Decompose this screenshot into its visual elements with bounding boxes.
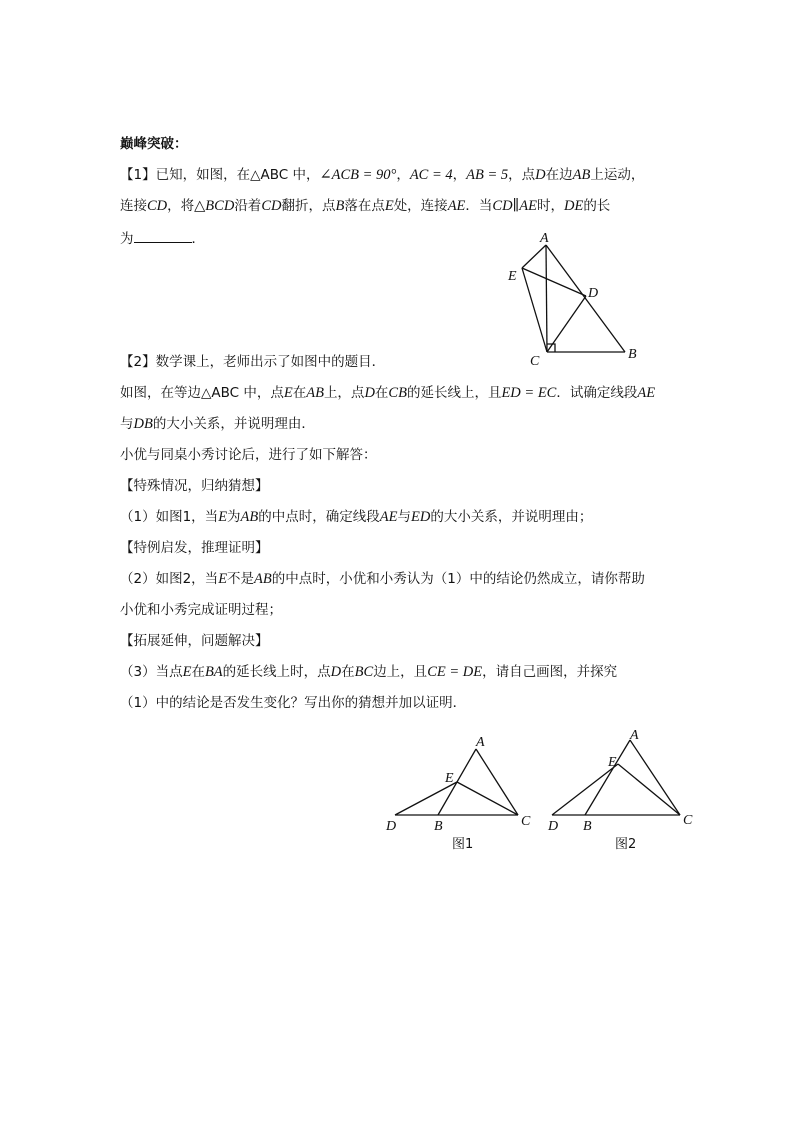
fig2-figure (552, 740, 680, 815)
p1-label-d: D (588, 286, 599, 301)
p1-line-2: 连接CD，将△BCD沿着CD翻折，点B落在点E处，连接AE．当CD∥AE时，DE的长 (120, 198, 611, 214)
fig2-label-b: B (583, 819, 592, 834)
p1-label-e: E (508, 269, 517, 284)
fig2-segment-ac (630, 740, 680, 815)
p2-line-5: 【特殊情况，归纳猜想】 (120, 478, 269, 494)
fig1-label-d: D (386, 819, 397, 834)
p1-label-a: A (540, 231, 549, 246)
fig2-label-d: D (548, 819, 559, 834)
fig2-segment-ba (585, 740, 630, 815)
fig1-segment-ec (457, 782, 518, 815)
fig2-segment-de (552, 764, 618, 815)
fig1-label-c: C (521, 814, 531, 829)
p2-line-12: （1）中的结论是否发生变化？写出你的猜想并加以证明． (120, 695, 467, 711)
fig2-label-e: E (608, 755, 617, 770)
fig2-segment-ec (618, 764, 680, 815)
segment-ce (522, 268, 547, 352)
p2-line-10: 【拓展延伸，问题解决】 (120, 633, 269, 649)
p2-line-3: 与DB的大小关系，并说明理由． (120, 416, 315, 432)
p2-line-9: 小优和小秀完成证明过程； (120, 602, 282, 618)
fig1-label-b: B (434, 819, 443, 834)
p2-line-4: 小优与同桌小秀讨论后，进行了如下解答： (120, 447, 377, 463)
fig2-caption: 图2 (615, 837, 637, 852)
p2-line-8: （2）如图2，当E不是AB的中点时，小优和小秀认为（1）中的结论仍然成立，请你帮助 (120, 571, 645, 587)
fig1-label-e: E (445, 771, 454, 786)
fig2-label-c: C (683, 813, 693, 828)
p1-line-3: 为 ． (120, 231, 205, 247)
p2-line-6: （1）如图1，当E为AB的中点时，确定线段AE与ED的大小关系，并说明理由； (120, 509, 593, 525)
fig1-figure (395, 749, 518, 815)
p2-line-7: 【特例启发，推理证明】 (120, 540, 269, 556)
fig1-caption: 图1 (452, 837, 474, 852)
p2-line-2: 如图，在等边△ABC 中，点E在AB上，点D在CB的延长线上，且ED = EC．试确定线段AE (120, 385, 656, 401)
heading: 巅峰突破： (120, 136, 188, 152)
segment-ed (522, 268, 586, 296)
p2-line-1: 【2】数学课上，老师出示了如图中的题目． (120, 354, 386, 370)
p1-figure (522, 245, 625, 352)
p1-line-1: 【1】已知，如图，在△ABC 中，∠ACB = 90°，AC = 4，AB = 5，点D在边AB上运动， (120, 167, 645, 183)
fig2-label-a: A (630, 728, 639, 743)
segment-ae (522, 245, 546, 268)
fig1-label-a: A (476, 735, 485, 750)
fig1-segment-ac (476, 749, 518, 815)
p1-label-c: C (530, 354, 540, 369)
segment-ac (546, 245, 547, 352)
p2-line-11: （3）当点E在BA的延长线上时，点D在BC边上，且CE = DE，请自己画图，并探究 (120, 664, 618, 680)
p1-label-b: B (628, 347, 637, 362)
